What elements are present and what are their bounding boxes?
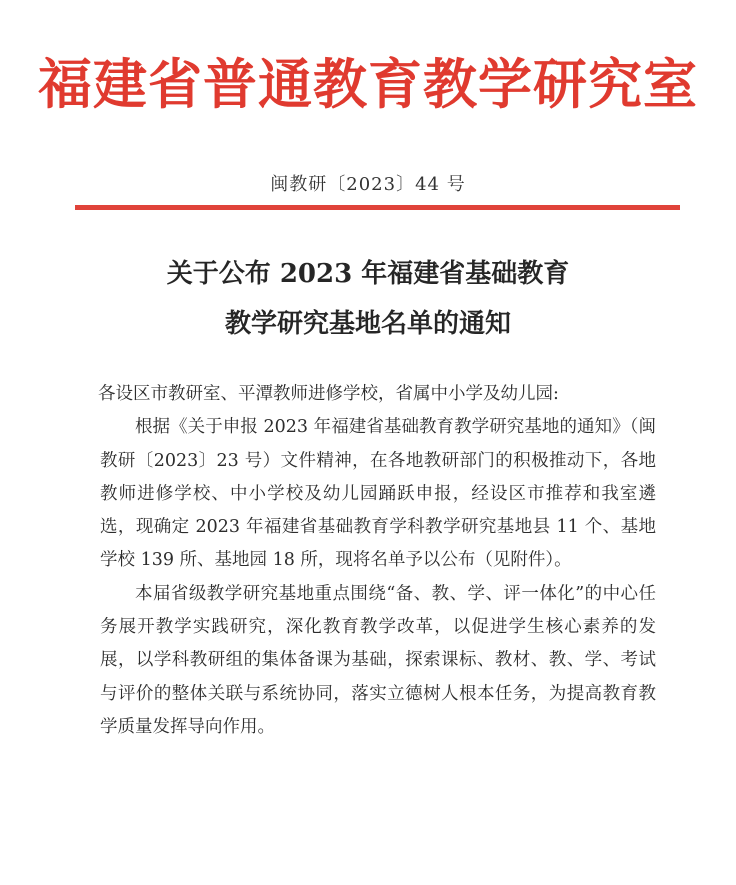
letterhead-org-name: 福建省普通教育教学研究室 bbox=[38, 53, 698, 116]
body-paragraph-2: 本届省级教学研究基地重点围绕“备、教、学、评一体化”的中心任务展开教学实践研究，深化教育教学改革，以促进学生核心素养的发展，以学科教研组的集体备课为基础，探索课标、教材、教、学、考试与评价的整体关联与系统协同，落实立德树人根本任务，为提高教育教学质量发挥导向作用。 bbox=[100, 583, 656, 737]
notice-title-line1: 关于公布 2023 年福建省基础教育 bbox=[166, 259, 570, 289]
salutation: 各设区市教研室、平潭教师进修学校，省属中小学及幼儿园: bbox=[98, 384, 559, 404]
notice-body bbox=[100, 378, 656, 744]
notice-title-line2: 教学研究基地名单的通知 bbox=[224, 309, 511, 339]
document-number: 闽教研〔2023〕44 号 bbox=[270, 174, 466, 195]
letterhead-divider bbox=[75, 205, 680, 210]
body-paragraph-1: 根据《关于申报 2023 年福建省基础教育教学研究基地的通知》（闽教研〔2023〕23 号）文件精神，在各地教研部门的积极推动下，各地教师进修学校、中小学校及幼儿园踊跃申报，经设区市推荐和我室遴选，现确定 2023 年福建省基础教育学科教学研究基地县 11 个、基地学校 139 所、基地园 18 所，现将名单予以公布（见附件）。 bbox=[100, 417, 656, 571]
